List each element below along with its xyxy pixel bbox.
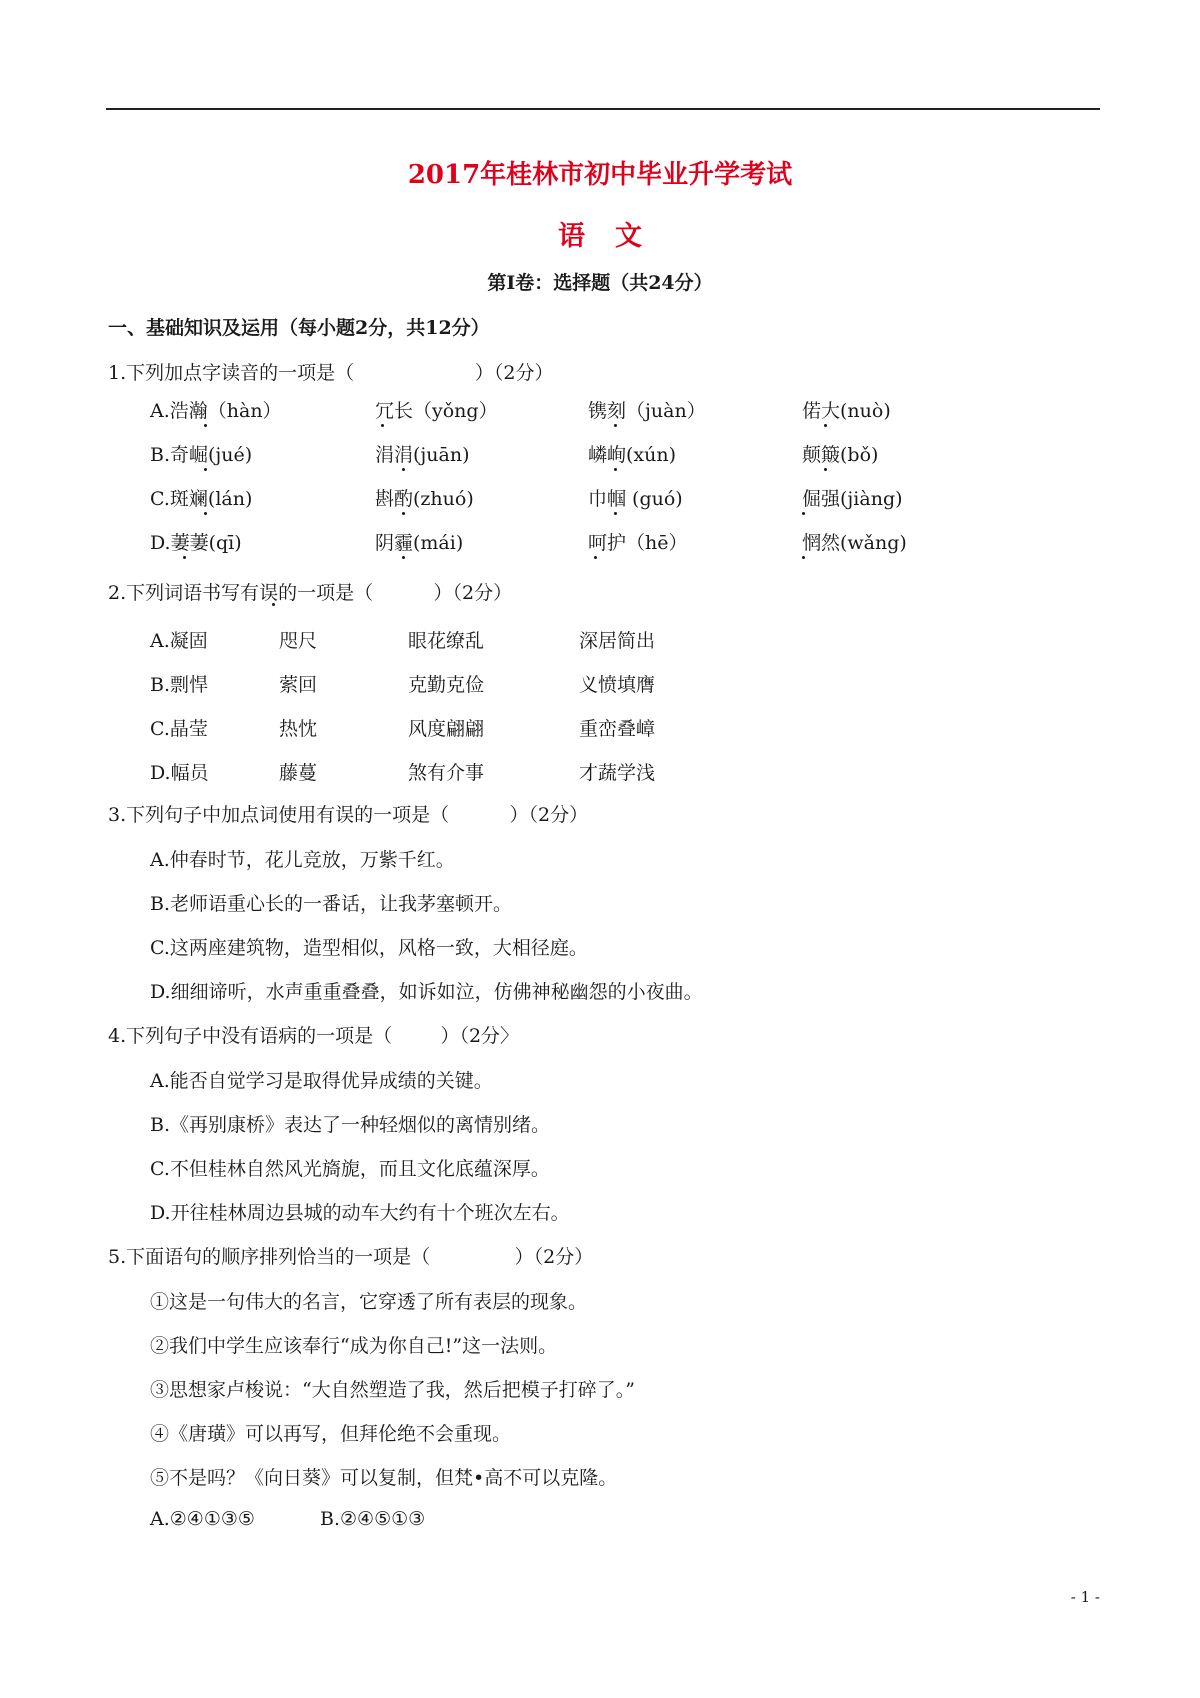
emphasis-dot — [614, 424, 617, 427]
emphasis-dot — [614, 468, 617, 471]
emphasis-dot — [594, 556, 597, 559]
q1-a-2: 冗长（yǒng） — [375, 400, 498, 422]
question-5-sentence-5: ⑤不是吗？《向日葵》可以复制，但梵•高不可以克隆。 — [150, 1467, 618, 1489]
q1-a-3: 镌刻（juàn） — [588, 400, 706, 422]
question-5-sentence-3: ③思想家卢梭说：“大自然塑造了我，然后把模子打碎了。” — [150, 1379, 635, 1401]
q2-c-4: 重峦叠嶂 — [579, 718, 656, 740]
question-2-row-c — [150, 714, 1050, 742]
q2-b-3: 克勤克俭 — [408, 674, 485, 696]
question-2-row-d — [150, 758, 1050, 786]
emphasis-dot — [183, 556, 186, 559]
emphasis-dot — [204, 424, 207, 427]
q1-b-4: 颠簸(bǒ) — [802, 444, 879, 466]
q2-a-2: 咫尺 — [279, 630, 318, 652]
question-2-row-b — [150, 670, 1050, 698]
question-3-option-d: D.细细谛听，水声重重叠叠，如诉如泣，仿佛神秘幽怨的小夜曲。 — [150, 981, 703, 1003]
q2-d-2: 藤蔓 — [279, 762, 318, 784]
q2-c-1: C.晶莹 — [150, 718, 208, 740]
q1-c-2: 斟酌(zhuó) — [375, 488, 474, 510]
emphasis-dot — [402, 468, 405, 471]
question-1-row-b — [150, 440, 1050, 468]
emphasis-dot — [204, 512, 207, 515]
exam-title: 2017年桂林市初中毕业升学考试 — [407, 160, 793, 190]
q2-d-3: 煞有介事 — [408, 762, 485, 784]
question-5-choice-a: A.②④①③⑤ — [150, 1508, 255, 1530]
question-1-row-d — [150, 528, 1050, 556]
part-title: 第Ⅰ卷：选择题（共24分） — [487, 272, 713, 294]
q1-b-1: B.奇崛(jué) — [150, 444, 253, 466]
q2-d-1: D.幅员 — [150, 762, 209, 784]
question-5-choice-b: B.②④⑤①③ — [320, 1508, 426, 1530]
emphasis-dot — [802, 556, 805, 559]
question-4-option-c: C.不但桂林自然风光旖旎，而且文化底蕴深厚。 — [150, 1158, 550, 1180]
header-rule — [106, 108, 1100, 110]
emphasis-dot — [802, 512, 805, 515]
question-5-sentence-2: ②我们中学生应该奉行“成为你自己!”这一法则。 — [150, 1335, 558, 1357]
emphasis-dot — [381, 424, 384, 427]
q1-d-2: 阴霾(mái) — [375, 532, 464, 554]
question-3-option-b: B.老师语重心长的一番话，让我茅塞顿开。 — [150, 893, 513, 915]
q1-a-1: A.浩瀚（hàn） — [150, 400, 282, 422]
q1-d-3: 呵护（hē） — [588, 532, 688, 554]
emphasis-dot — [614, 512, 617, 515]
q1-b-2: 涓涓(juān) — [375, 444, 470, 466]
question-4-option-a: A.能否自觉学习是取得优异成绩的关键。 — [150, 1070, 493, 1092]
section-title: 一、基础知识及运用（每小题2分，共12分） — [108, 317, 490, 339]
question-3-stem: 3.下列句子中加点词使用有误的一项是（ ）（2分） — [108, 804, 589, 826]
q2-b-4: 义愤填膺 — [579, 674, 656, 696]
q1-a-4: 偌大(nuò) — [802, 400, 891, 422]
question-5-stem: 5.下面语句的顺序排列恰当的一项是（ ）（2分） — [108, 1246, 594, 1268]
q2-b-2: 萦回 — [279, 674, 318, 696]
emphasis-dot — [824, 424, 827, 427]
question-3-option-c: C.这两座建筑物，造型相似，风格一致，大相径庭。 — [150, 937, 588, 959]
q1-d-4: 惘然(wǎng) — [802, 532, 907, 554]
q2-b-1: B.剽悍 — [150, 674, 209, 696]
q1-b-3: 嶙峋(xún) — [588, 444, 677, 466]
question-4-option-b: B.《再别康桥》表达了一种轻烟似的离情别绪。 — [150, 1114, 551, 1136]
page-number: - 1 - — [1070, 1588, 1100, 1606]
q1-d-1: D.萋萋(qī) — [150, 532, 242, 554]
question-5-sentence-4: ④《唐璜》可以再写，但拜伦绝不会重现。 — [150, 1423, 512, 1445]
emphasis-dot — [824, 468, 827, 471]
q2-c-3: 风度翩翩 — [408, 718, 485, 740]
question-2-row-a — [150, 626, 1050, 654]
q2-d-4: 才蔬学浅 — [579, 762, 656, 784]
emphasis-dot — [402, 512, 405, 515]
subject-title: 语文 — [558, 221, 672, 252]
question-4-option-d: D.开往桂林周边县城的动车大约有十个班次左右。 — [150, 1202, 570, 1224]
q1-c-3: 巾帼 (guó) — [588, 488, 683, 510]
question-1-row-a — [150, 396, 1050, 424]
question-1-stem: 1.下列加点字读音的一项是（ ）（2分） — [108, 362, 554, 384]
q2-a-3: 眼花缭乱 — [408, 630, 485, 652]
emphasis-dot — [402, 556, 405, 559]
q1-c-1: C.斑斓(lán) — [150, 488, 253, 510]
q2-a-1: A.凝固 — [150, 630, 208, 652]
question-4-stem: 4.下列句子中没有语病的一项是（ ）（2分〉 — [108, 1025, 520, 1047]
q2-a-4: 深居简出 — [579, 630, 656, 652]
q2-c-2: 热忱 — [279, 718, 318, 740]
q1-c-4: 倔强(jiàng) — [802, 488, 903, 510]
emphasis-dot — [204, 468, 207, 471]
question-3-option-a: A.仲春时节，花儿竞放，万紫千红。 — [150, 849, 455, 871]
question-2-stem: 2.下列词语书写有误的一项是（ ）（2分） — [108, 582, 513, 604]
question-5-sentence-1: ①这是一句伟大的名言，它穿透了所有表层的现象。 — [150, 1291, 588, 1313]
question-1-row-c — [150, 484, 1050, 512]
